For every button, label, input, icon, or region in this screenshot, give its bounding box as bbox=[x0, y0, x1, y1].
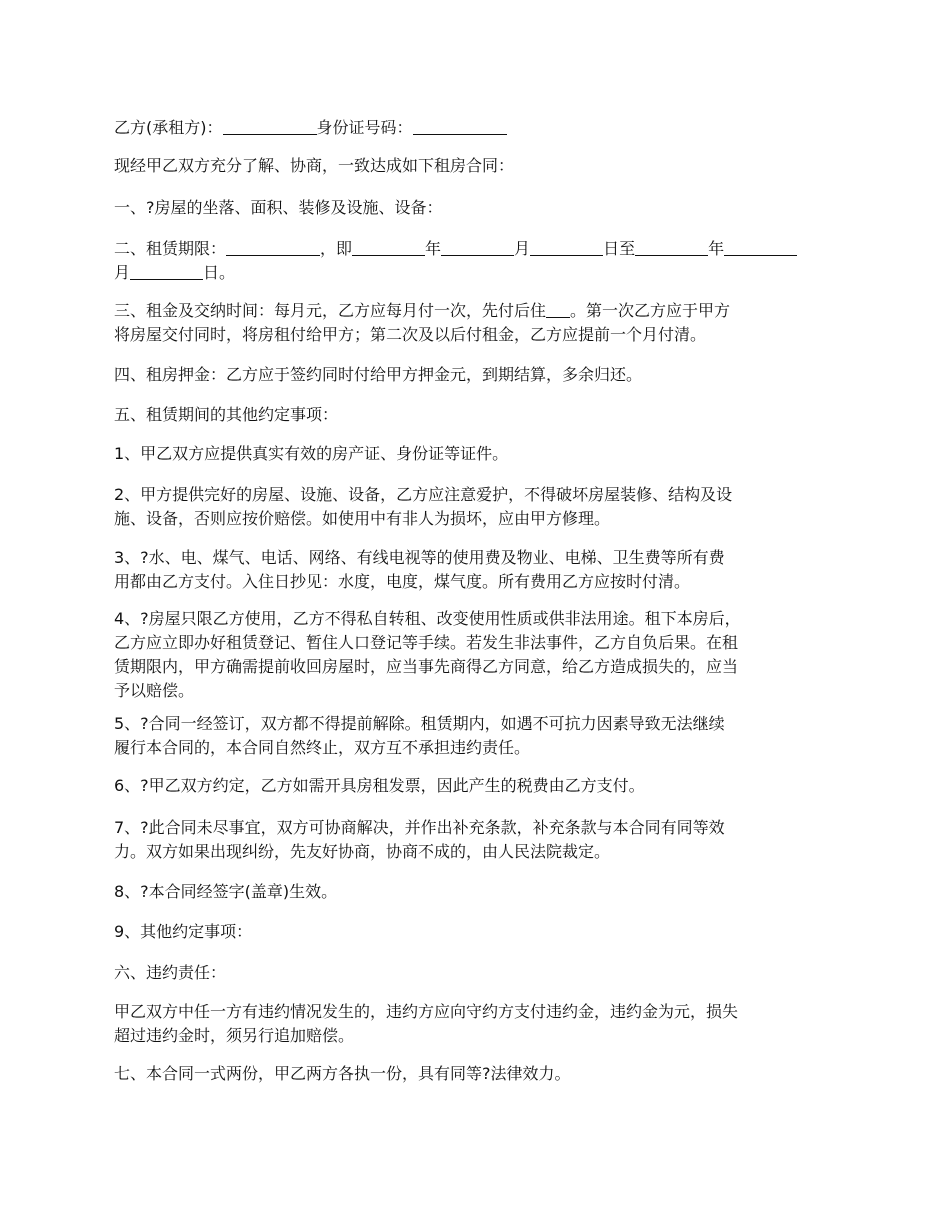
section-6-heading: 六、违约责任： bbox=[114, 963, 227, 982]
tenant-line bbox=[114, 116, 842, 140]
end-year-label: 年 bbox=[708, 239, 725, 258]
id-number-label: 身份证号码： bbox=[316, 118, 413, 137]
clause-4: 4、?房屋只限乙方使用，乙方不得私自转租、改变使用性质或供非法用途。租下本房后， 乙方应立即办好租赁登记、暂住人口登记等手续。若发生非法事件，乙方自负后果。在租 赁期限内，甲方确需提前收回房屋时，应当事先商得乙方同意，给乙方造成损失的，应当 予以赔偿。 bbox=[114, 609, 741, 700]
section-1-heading: 一、?房屋的坐落、面积、装修及设施、设备： bbox=[114, 198, 443, 217]
clause-1: 1、甲乙双方应提供真实有效的房产证、身份证等证件。 bbox=[114, 444, 509, 463]
tenant-name-blank bbox=[223, 118, 317, 135]
day-to-label: 日至 bbox=[603, 239, 636, 258]
clause-8: 8、?本合同经签字(盖章)生效。 bbox=[114, 882, 338, 901]
lease-term-label: 二、租赁期限： bbox=[114, 239, 227, 258]
end-month-label: 月 bbox=[114, 263, 131, 282]
year-label: 年 bbox=[425, 239, 442, 258]
month-label: 月 bbox=[514, 239, 531, 258]
start-month-blank bbox=[441, 239, 514, 256]
breach-paragraph: 甲乙双方中任一方有违约情况发生的，违约方应向守约方支付违约金，违约金为元，损失 超过违约金时，须另行追加赔偿。 bbox=[114, 1002, 739, 1045]
clause-5: 5、?合同一经签订，双方都不得提前解除。租赁期内，如遇不可抗力因素导致无法继续 履行本合同的，本合同自然终止，双方互不承担违约责任。 bbox=[114, 714, 725, 757]
end-month-blank bbox=[724, 239, 797, 256]
section-2-lease-term bbox=[114, 237, 842, 285]
clause-6: 6、?甲乙双方约定，乙方如需开具房租发票，因此产生的税费由乙方支付。 bbox=[114, 776, 645, 795]
clause-9: 9、其他约定事项： bbox=[114, 922, 253, 941]
id-number-blank bbox=[413, 118, 507, 135]
end-day-blank bbox=[130, 263, 203, 280]
section-3-rent: 三、租金及交纳时间：每月元，乙方应每月付一次，先付后住 。第一次乙方应于甲方 将房屋交付同时，将房租付给甲方；第二次及以后付租金，乙方应提前一个月付清。 bbox=[114, 301, 731, 344]
tenant-label: 乙方(承租方)： bbox=[114, 118, 223, 137]
prepay-blank bbox=[546, 301, 570, 318]
section-4-deposit: 四、租房押金：乙方应于签约同时付给甲方押金元，到期结算，多余归还。 bbox=[114, 365, 643, 384]
intro-paragraph: 现经甲乙双方充分了解、协商，一致达成如下租房合同： bbox=[114, 156, 515, 175]
start-year-blank bbox=[352, 239, 425, 256]
lease-term-ie: ，即 bbox=[320, 239, 353, 258]
clause-2: 2、甲方提供完好的房屋、设施、设备，乙方应注意爱护，不得破坏房屋装修、结构及设 施、设备，否则应按价赔偿。如使用中有非人为损坏，应由甲方修理。 bbox=[114, 485, 733, 528]
clause-7: 7、?此合同未尽事宜，双方可协商解决，并作出补充条款，补充条款与本合同有同等效 力。双方如果出现纠纷，先友好协商，协商不成的，由人民法院裁定。 bbox=[114, 818, 725, 861]
section-5-heading: 五、租赁期间的其他约定事项： bbox=[114, 405, 339, 424]
start-day-blank bbox=[530, 239, 603, 256]
section-7-copies: 七、本合同一式两份，甲乙两方各执一份，具有同等?法律效力。 bbox=[114, 1064, 571, 1083]
lease-term-blank bbox=[226, 239, 320, 256]
end-year-blank bbox=[635, 239, 708, 256]
clause-3: 3、?水、电、煤气、电话、网络、有线电视等的使用费及物业、电梯、卫生费等所有费 用都由乙方支付。入住日抄见：水度，电度，煤气度。所有费用乙方应按时付清。 bbox=[114, 548, 725, 591]
end-day-label: 日。 bbox=[203, 263, 236, 282]
